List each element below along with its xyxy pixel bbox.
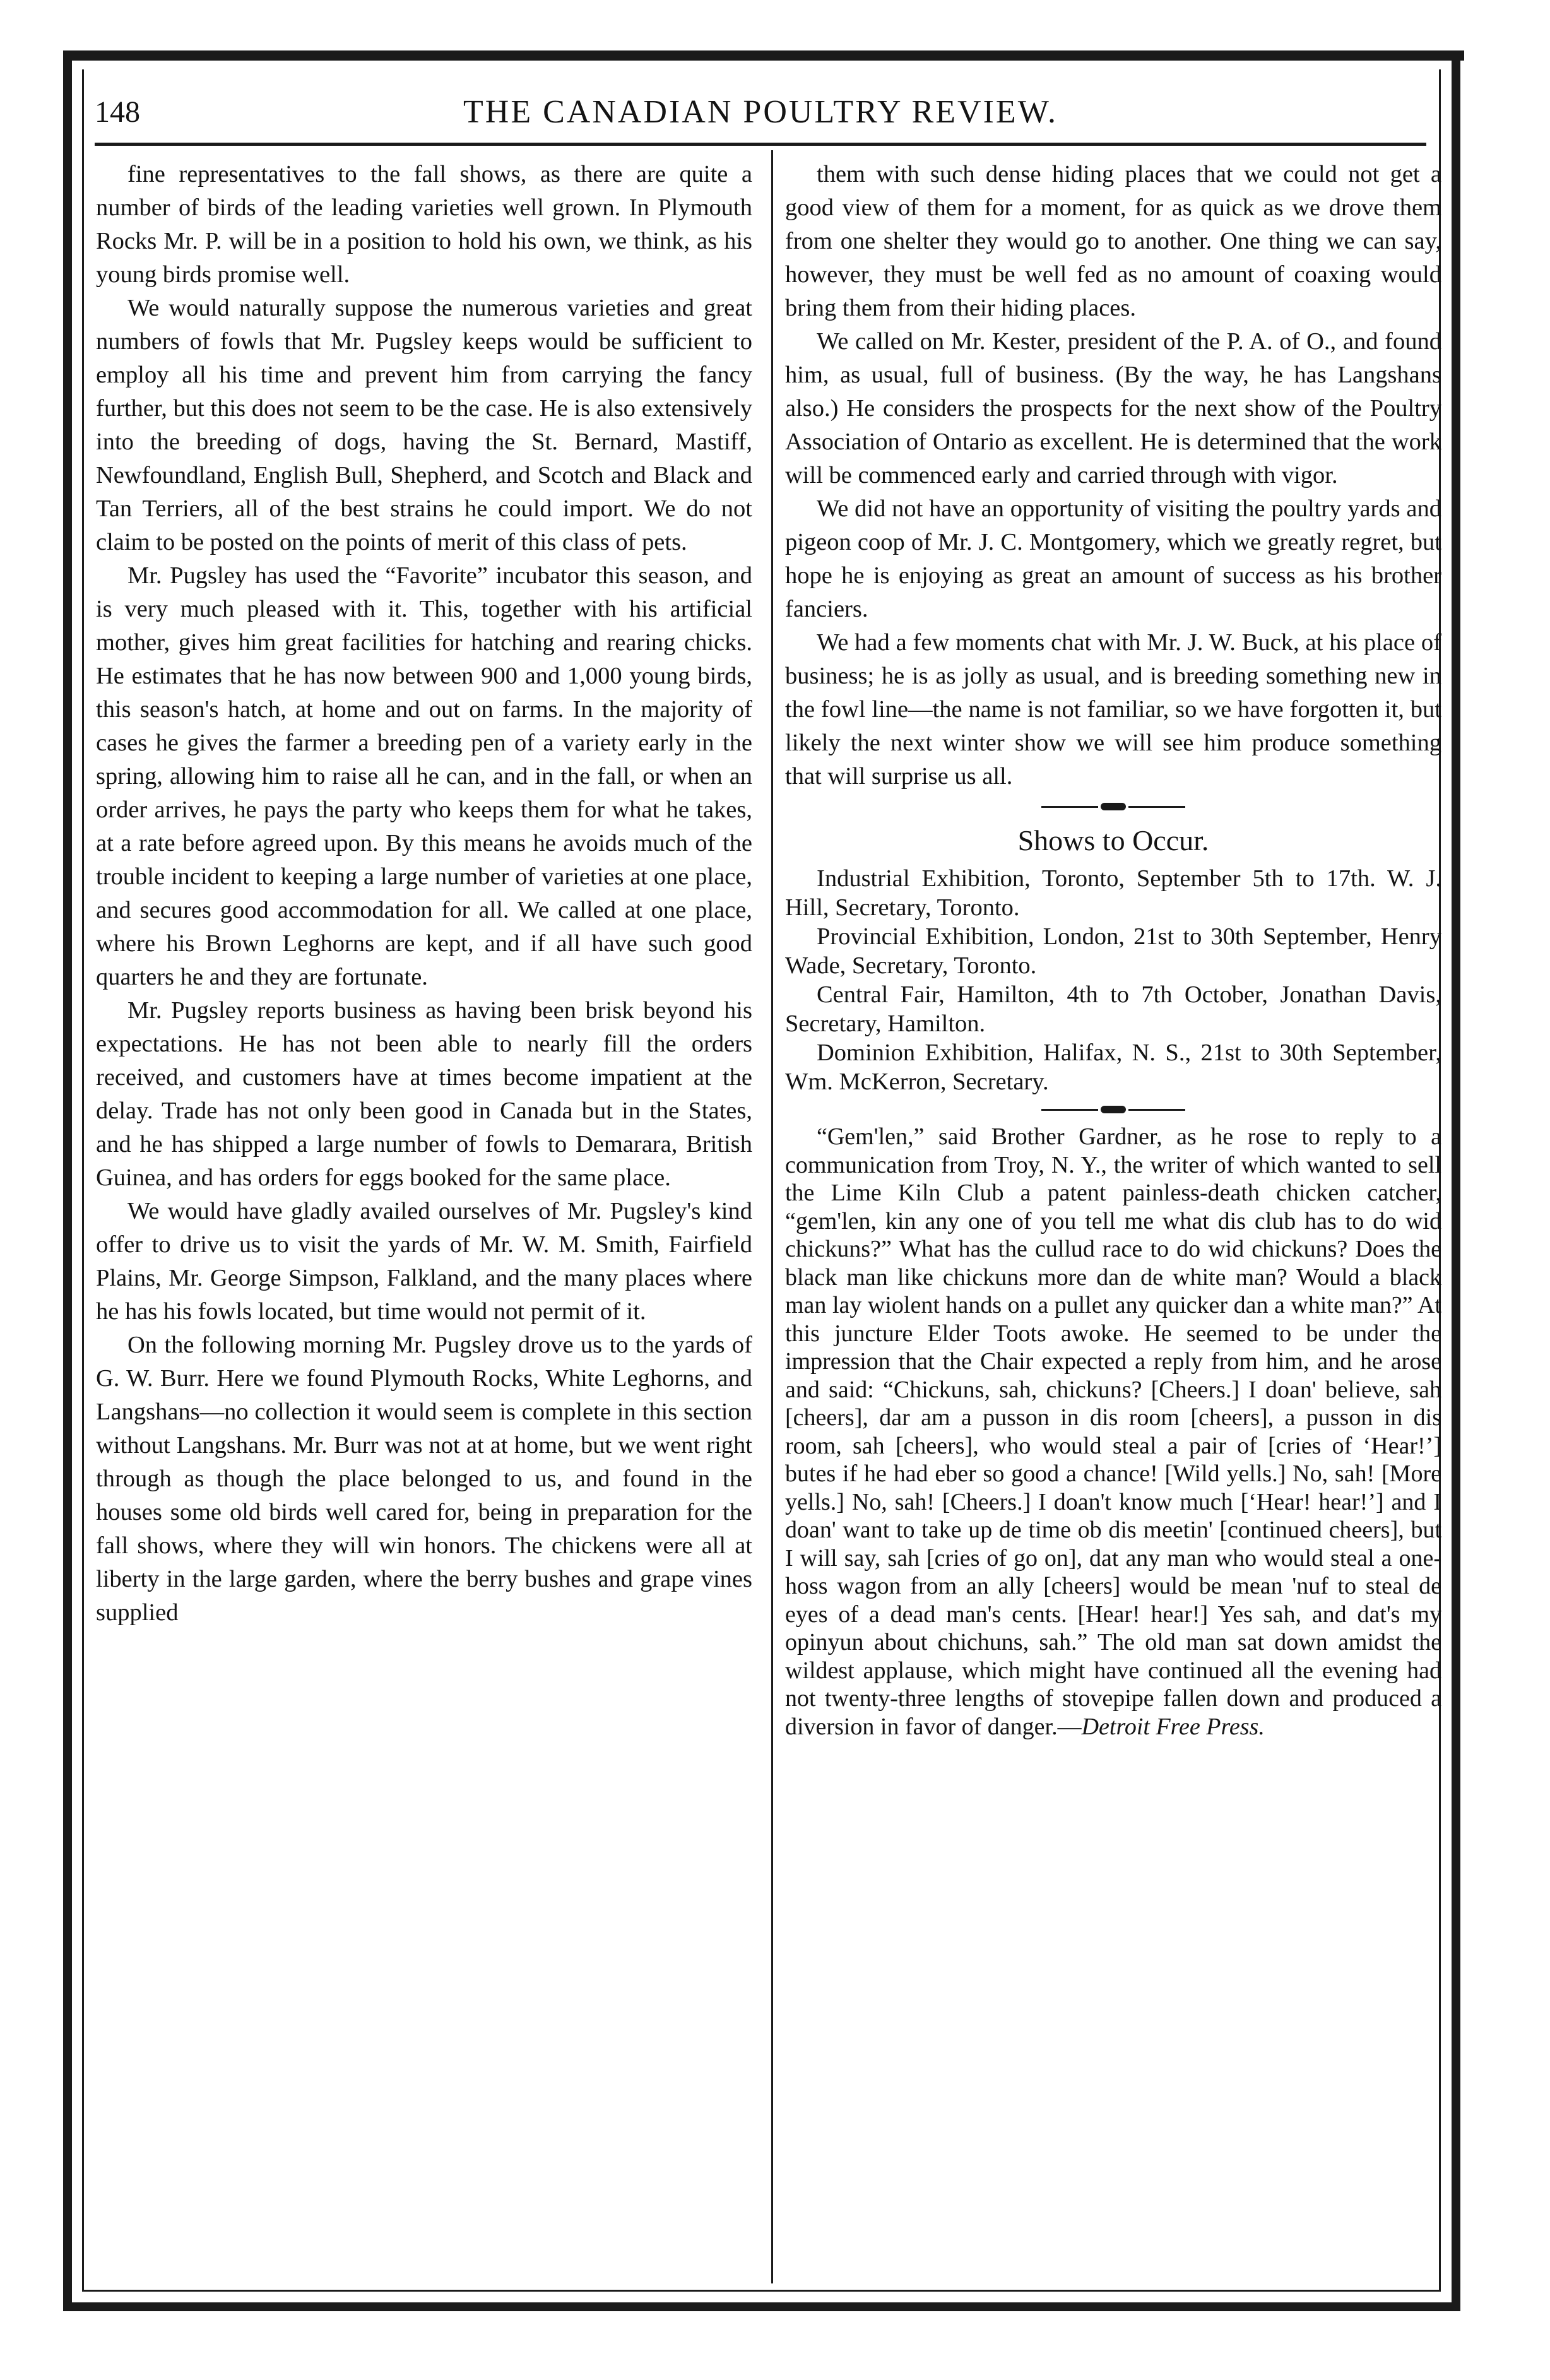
article-paragraph: fine representatives to the fall shows, as there are quite a number of birds of the leading varieties well grown. In Plymouth Rocks Mr. P. will be in a position to hold his own, we think, as his young birds promise well. [96,161,752,288]
ornament-line [1128,1109,1185,1111]
ornament-line [1128,806,1185,808]
frame-bottom-inner-rule [82,2290,1441,2292]
right-column [785,158,1441,2285]
section-title: Shows to Occur. [1017,824,1209,856]
article-paragraph: On the following morning Mr. Pugsley drove us to the yards of G. W. Burr. Here we found Plymouth Rocks, White Leghorns, and Langshans—no collection it would seem is complete in this section without Langshans. Mr. Burr was not at at home, but we went right through as though the place belonged to us, and found in the houses some old birds well cared for, being in preparation for the fall shows, where they will win honors. The chickens were all at liberty in the large garden, where the berry bushes and grape vines supplied [96,1332,752,1626]
ornament-mark [1101,1106,1126,1113]
ornament-line [1041,1109,1098,1111]
article-paragraph: We did not have an opportunity of visiting the poultry yards and pigeon coop of Mr. J. C. Montgomery, which we greatly regret, but hope he is enjoying as great an amount of success as his brother fanciers. [785,495,1441,622]
show-listing: Dominion Exhibition, Halifax, N. S., 21st to 30th September, Wm. McKerron, Secretary. [785,1039,1441,1095]
article-paragraph: We would have gladly availed ourselves of Mr. Pugsley's kind offer to drive us to visit the yards of Mr. W. M. Smith, Fairfield Plains, Mr. George Simpson, Falkland, and the many places where he has his fowls located, but time would not permit of it. [96,1198,752,1325]
frame-bottom-rule [63,2302,1460,2311]
ornament-line [1041,806,1098,808]
show-listing: Provincial Exhibition, London, 21st to 30th September, Henry Wade, Secretary, Toronto. [785,923,1441,979]
article-paragraph: We called on Mr. Kester, president of the P. A. of O., and found him, as usual, full of business. (By the way, he has Langshans also.) He considers the prospects for the next show of the Poultry Association of Ontario as excellent. He is determined that the work will be commenced early and carried through with vigor. [785,328,1441,488]
article-paragraph: We would naturally suppose the numerous varieties and great numbers of fowls that Mr. Pugsley keeps would be sufficient to employ all his time and prevent him from carrying the fancy further, but this does not seem to be the case. He is also extensively into the breeding of dogs, having the St. Bernard, Mastiff, Newfoundland, English Bull, Shepherd, and Scotch and Black and Tan Terriers, all of the best strains he could import. We do not claim to be posted on the points of merit of this class of pets. [96,295,752,555]
section-ornament [785,796,1441,817]
running-title: THE CANADIAN POULTRY REVIEW. [463,94,1058,130]
show-listing: Industrial Exhibition, Toronto, September 5th to 17th. W. J. Hill, Secretary, Toronto. [785,865,1441,921]
anecdote-paragraph [785,1123,1441,1741]
column-divider [771,150,773,2283]
anecdote-text: “Gem'len,” said Brother Gardner, as he rose to reply to a communication from Troy, N. Y., the writer of which wanted to sell the Lime Kiln Club a patent painless-death chicken catcher, “gem'len, kin any one of you tell me what dis club has to do wid chickuns?” What has the cullud race to do wid chickuns? Does the black man like chickuns more dan de white man? Would a black man lay wiolent hands on a pullet any quicker dan a white man?” At this juncture Elder Toots awoke. He seemed to be under the impression that the Chair expected a reply from him, and he arose and said: “Chickuns, sah, chickuns? [Cheers.] I doan' believe, sah [cheers], dar am a pusson in dis room [cheers], a pusson in dis room, sah [cheers], who would steal a pair of [cries of ‘Hear!’] butes if he had eber so good a chance! [Wild yells.] No, sah! [More yells.] No, sah! [Cheers.] I doan't know much [‘Hear! hear!’] and I doan' want to take up de time ob dis meetin' [continued cheers], but I will say, sah [cries of go on], dat any man who would steal a one-hoss wagon from an ally [cheers] would be mean 'nuf to steal de eyes of a dead man's cents. [Hear! hear!] Yes sah, and dat's my opinyun about chichuns, sah.” The old man sat down amidst the wildest applause, which might have continued all the evening had not twenty-three lengths of stovepipe fallen down and produced a diversion in favor of danger.— [785,1123,1441,1740]
page-header [95,87,1426,138]
frame-right-rule [1452,50,1460,2310]
left-column [96,158,752,2285]
section-ornament [785,1099,1441,1120]
ornament-mark [1101,803,1126,810]
article-paragraph: We had a few moments chat with Mr. J. W. Buck, at his place of business; he is as jolly as usual, and is breeding something new in the fowl line—the name is not familiar, so we have forgotten it, but likely the next winter show we will see him produce something that will surprise us all. [785,629,1441,790]
page-number: 148 [95,95,140,129]
article-paragraph: Mr. Pugsley reports business as having been brisk beyond his expectations. He has not been able to nearly fill the orders received, and customers have at times become impatient at the delay. Trade has not only been good in Canada but in the States, and he has shipped a large number of fowls to Demarara, British Guinea, and has orders for eggs booked for the same place. [96,997,752,1191]
article-paragraph: Mr. Pugsley has used the “Favorite” incubator this season, and is very much pleased with it. This, together with his artificial mother, gives him great facilities for hatching and rearing chicks. He estimates that he has now between 900 and 1,000 young birds, this season's hatch, at home and out on farms. In the majority of cases he gives the farmer a breeding pen of a variety early in the spring, allowing him to raise all he can, and in the fall, or when an order arrives, he pays the party who keeps them for what he takes, at a rate before agreed upon. By this means he avoids much of the trouble incident to keeping a large number of varieties at one place, and secures good accommodation for all. We called at one place, where his Brown Leghorns are kept, and if all have such good quarters he and they are fortunate. [96,562,752,990]
frame-top-rule [63,50,1464,61]
frame-left-rule [63,50,72,2310]
article-paragraph: them with such dense hiding places that we could not get a good view of them for a moment, for as quick as we drove them from one shelter they would go to another. One thing we can say, however, they must be well fed as no amount of coaxing would bring them from their hiding places. [785,161,1441,321]
anecdote-credit: Detroit Free Press. [1081,1713,1265,1740]
frame-left-inner-rule [82,69,84,2291]
header-rule [95,143,1426,146]
show-listing: Central Fair, Hamilton, 4th to 7th October, Jonathan Davis, Secretary, Hamilton. [785,981,1441,1037]
